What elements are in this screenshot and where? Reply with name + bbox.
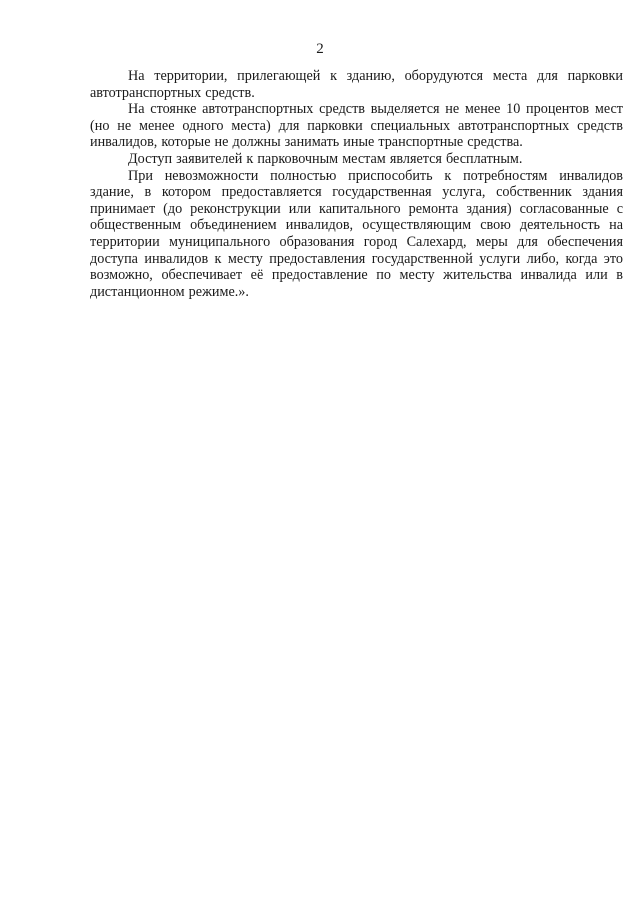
paragraph-parking-area: На территории, прилегающей к зданию, оборудуются места для парковки автотранспортных средств. <box>90 68 623 101</box>
paragraph-free-parking-access: Доступ заявителей к парковочным местам является бесплатным. <box>128 150 523 167</box>
paragraph-accessibility-measures: При невозможности полностью приспособить к потребностям инвалидов здание, в котором предоставляется государственная услуга, собственник здания принимает (до реконструкции или капитального ремонта здания) согласованные с общественным объединением инвалидов, осуществляющим свою деятельность на территории муниципального образования город Салехард, меры для обеспечения доступа инвалидов к месту предоставления государственной услуги либо, когда это возможно, обеспечивает её предоставление по месту жительства инвалида или в дистанционном режиме.». <box>90 167 623 300</box>
page-number: 2 <box>316 41 324 57</box>
document-body <box>90 68 623 300</box>
paragraph-disabled-parking-quota: На стоянке автотранспортных средств выделяется не менее 10 процентов мест (но не менее одного места) для парковки специальных автотранспортных средств инвалидов, которые не должны занимать иные транспортные средства. <box>90 101 623 151</box>
